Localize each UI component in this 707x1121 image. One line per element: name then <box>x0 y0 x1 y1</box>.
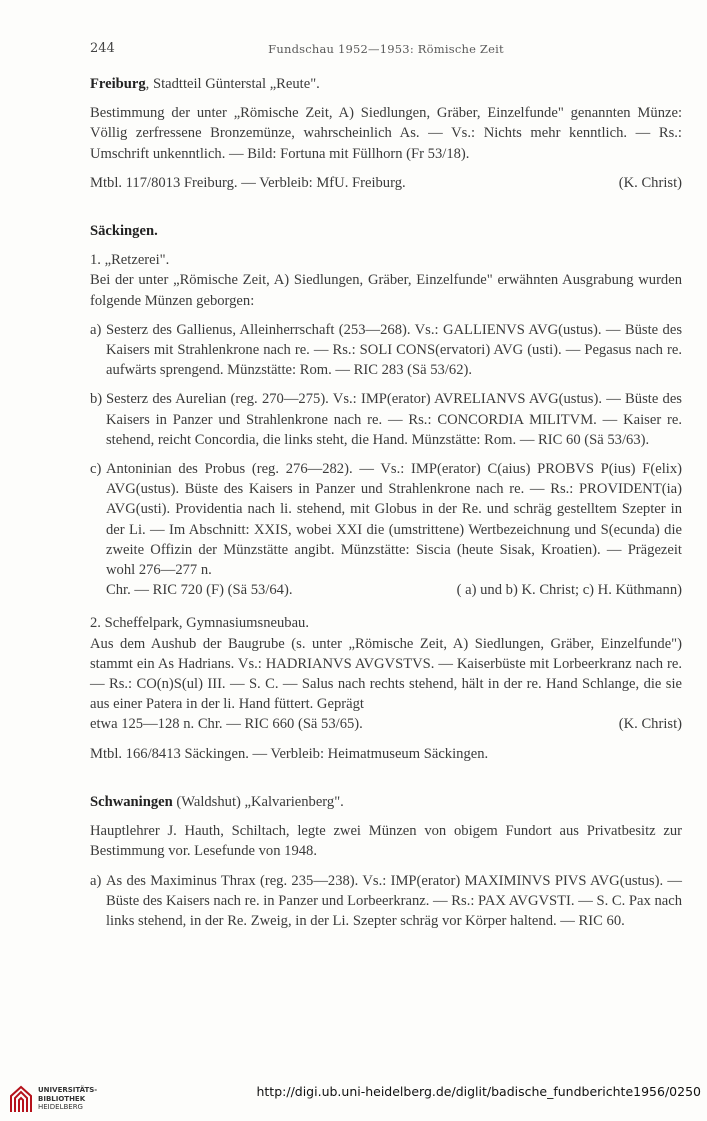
freiburg-author: (K. Christ) <box>618 174 682 191</box>
freiburg-paragraph: Bestimmung der unter „Römische Zeit, A) Siedlungen, Gräber, Einzelfunde" genannten Münze: Völlig zerfressene Bronzemünze, wahrscheinlich As. — Vs.: Nichts mehr kenntlich. — Rs.: Umschrift unkenntlich. — Bild: Fortuna mit Füllhorn (Fr 53/18). <box>90 105 682 162</box>
saeckingen-item-c-author: ( a) und b) K. Christ; c) H. Küthmann) <box>456 582 682 599</box>
saeckingen-sub1: 1. „Retzerei". <box>90 252 170 269</box>
saeckingen-paragraph2: Aus dem Aushub der Baugrube (s. unter „Römische Zeit, A) Siedlungen, Gräber, Einzelfunde") stammt ein As Hadrians. Vs.: HADRIANVS AVGVSTVS. — Kaiserbüste mit Lorbeerkranz nach re. — Rs.: CO(n)S(ul) III. — S. C. — Salus nach rechts stehend, hält in der re. Hand Schlange, die sie aus einer Patera in der li. Hand füttert. Geprägt <box>90 635 682 713</box>
document-url-link[interactable]: http://digi.ub.uni-heidelberg.de/diglit/badische_fundberichte1956/0250 <box>256 1084 701 1099</box>
freiburg-mtbl-row <box>90 173 682 193</box>
page-number: 244 <box>90 41 115 56</box>
freiburg-heading-place: Freiburg <box>90 76 146 92</box>
saeckingen-item-a: a) Sesterz des Gallienus, Alleinherrschaft (253—268). Vs.: GALLIENVS AVG(ustus). — Büste des Kaisers mit Strahlenkrone nach re. — Rs.: SOLI CONS(ervatori) AVG (usti). — Pegasus nach re. aufwärts sprengend. Münzstätte: Rom. — RIC 283 (Sä 53/62). <box>90 321 682 379</box>
saeckingen-sub2: 2. Scheffelpark, Gymnasiumsneubau. <box>90 615 309 632</box>
schwaningen-heading: Schwaningen (Waldshut) „Kalvarienberg". <box>90 793 344 810</box>
saeckingen-item-b: b) Sesterz des Aurelian (reg. 270—275). Vs.: IMP(erator) AVRELIANVS AVG(ustus). — Büste des Kaisers in Panzer und Strahlenkrone nach re. — Rs.: CONCORDIA MILITVM. — Kaiser re. stehend, reicht Concordia, die links steht, die Hand. Münzstätte: Rom. — RIC 60 (Sä 53/63). <box>90 391 682 448</box>
saeckingen-paragraph2-author: (K. Christ) <box>618 716 682 733</box>
saeckingen-intro: Bei der unter „Römische Zeit, A) Siedlungen, Gräber, Einzelfunde" erwähnten Ausgrabung wurden folgende Münzen geborgen: <box>90 272 682 309</box>
saeckingen-paragraph2-last-row: etwa 125—128 n. Chr. — RIC 660 (Sä 53/65). (K. Christ) <box>90 714 682 734</box>
freiburg-heading <box>90 74 682 94</box>
saeckingen-item-c: c) Antoninian des Probus (reg. 276—282). — Vs.: IMP(erator) C(aius) PROBVS P(ius) F(elix) AVG(ustus). Büste des Kaisers in Panzer und Strahlenkrone nach re. — Rs.: PROVIDENT(ia) AVG(usti). Providentia nach li. stehend, mit Globus in der Re. und schräg gestelltem Szepter in der Li. — Im Abschnitt: XXIS, wobei XXI die (umstrittene) Wertbezeichnung und S(ecunda) die zweite Offizin der Münzstätte angibt. Münzstätte: Siscia (heute Sisak, Kroatien). — Prägezeit wohl 276—277 n. Chr. — RIC 720 (F) (Sä 53/64). ( a) und b) K. Christ; c) H. Küthmann) <box>90 459 682 600</box>
saeckingen-mtbl: Mtbl. 166/8413 Säckingen. — Verbleib: Heimatmuseum Säckingen. <box>90 745 489 762</box>
university-library-logo-icon <box>8 1084 34 1114</box>
library-name: UNIVERSITÄTS- BIBLIOTHEK HEIDELBERG <box>38 1086 98 1111</box>
running-title: Fundschau 1952—1953: Römische Zeit <box>268 42 504 56</box>
page-content <box>90 74 682 931</box>
saeckingen-heading: Säckingen. <box>90 223 158 240</box>
schwaningen-paragraph: Hauptlehrer J. Hauth, Schiltach, legte zwei Münzen von obigem Fundort aus Privatbesitz zur Bestimmung vor. Lesefunde von 1948. <box>90 823 682 860</box>
freiburg-heading-rest: , Stadtteil Günterstal „Reute". <box>145 76 320 92</box>
freiburg-mtbl: Mtbl. 117/8013 Freiburg. — Verbleib: MfU. Freiburg. <box>90 174 406 191</box>
viewer-footer <box>0 1078 707 1121</box>
schwaningen-item-a: a) As des Maximinus Thrax (reg. 235—238). Vs.: IMP(erator) MAXIMINVS PIVS AVG(ustus). — Büste des Kaisers nach re. in Panzer und Lorbeerkranz. — Rs.: PAX AVGVSTI. — S. C. Pax nach links stehend, in der Re. Zweig, in der Li. Szepter schräg vor Körper haltend. — RIC 60. <box>90 872 682 929</box>
saeckingen-item-c-last-line: Chr. — RIC 720 (F) (Sä 53/64). <box>106 582 293 599</box>
